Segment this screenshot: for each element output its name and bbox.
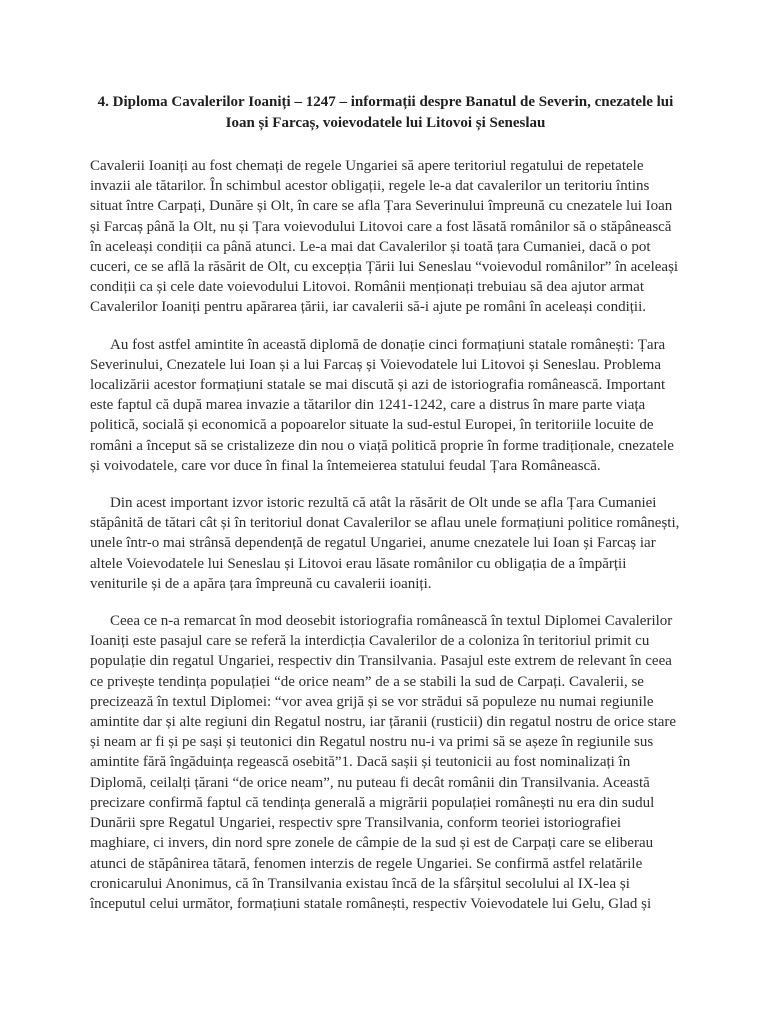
paragraph-4: Ceea ce n-a remarcat în mod deosebit istoriografia românească în textul Diplomei Cavalerilor Ioaniți este pasajul care se referă la interdicția Cavalerilor de a coloniza în teritoriul primit cu populație din regatul Ungariei, respectiv din Transilvania. Pasajul este extrem de relevant în ceea ce privește tendința populației “de orice neam” de a se stabili la sud de Carpați. Cavalerii, se precizează în textul Diplomei: “vor avea grijă și se vor strădui să populeze nu numai regiunile amintite dar și alte regiuni din Regatul nostru, iar țăranii (rusticii) din regatul nostru de orice stare și neam ar fi și pe sași și teutonici din Regatul nostru nu-i va primi să se așeze în regiunile sus amintite fără îngăduința regească osebită”1. Dacă sașii și teutonicii au fost nominalizați în Diplomă, ceilalți țărani “de orice neam”, nu puteau fi decât românii din Transilvania. Această precizare confirmă faptul că tendința generală a migrării populației românești nu era din sudul Dunării spre Regatul Ungariei, respectiv spre Transilvania, conform teoriei istoriografiei maghiare, ci invers, din nord spre zonele de câmpie de la sud și est de Carpați care se eliberau atunci de stăpânirea tătară, fenomen interzis de regele Ungariei. Se confirmă astfel relatările cronicarului Anonimus, că în Transilvania existau încă de la sfârșitul secolului al IX-lea și începutul celui următor, formațiuni statale românești, respectiv Voievodatele lui Gelu, Glad și [90, 613, 677, 912]
paragraph-3: Din acest important izvor istoric rezultă că atât la răsărit de Olt unde se afla Țara Cumaniei stăpânită de tătari cât și în teritoriul donat Cavalerilor se aflau unele formațiuni politice românești, unele într-o mai strânsă dependență de regatul Ungariei, anume cnezatele lui Ioan și Farcaș iar altele Voievodatele lui Seneslau și Litovoi erau lăsate românilor cu obligația de a împărții veniturile și de a apăra țara împreună cu cavalerii ioaniți. [90, 495, 680, 592]
paragraph-2: Au fost astfel amintite în această diplomă de donație cinci formațiuni statale românești: Țara Severinului, Cnezatele lui Ioan și a lui Farcaș și Voievodatele lui Litovoi și Seneslau. Problema localizării acestor formațiuni statale se mai discută și azi de istoriografia românească. Important este faptul că după marea invazie a tătarilor din 1241-1242, care a distrus în mare parte viața politică, socială și economică a popoarelor situate la sud-estul Europei, în teritoriile locuite de români a început să se cristalizeze din nou o viață politică proprie în forme tradiționale, cnezatele și voivodatele, care vor duce în final la întemeierea statului feudal Țara Românească. [90, 336, 674, 474]
paragraph-1: Cavalerii Ioaniți au fost chemați de regele Ungariei să apere teritoriul regatului de repetatele invazii ale tătarilor. În schimbul acestor obligații, regele le-a dat cavalerilor un teritoriu întins situat între Carpați, Dunăre și Olt, în care se afla Țara Severinului împreună cu cnezatele lui Ioan și Farcaș până la Olt, nu și Țara voievodului Litovoi care a fost lăsată românilor să o stăpânească în aceleași condiții ca până atunci. Le-a mai dat Cavalerilor și toată țara Cumaniei, dacă o pot cuceri, ce se află la răsărit de Olt, cu excepția Țării lui Seneslau “voievodul românilor” în aceleași condiții ca și cele date voievodului Litovoi. Românii menționați trebuiau să dea ajutor armat Cavalerilor Ioaniți pentru apărarea țării, iar cavalerii să-i ajute pe români în aceleași condiții. [90, 158, 679, 316]
document-title: 4. Diploma Cavalerilor Ioaniți – 1247 – informații despre Banatul de Severin, cnezatele lui Ioan și Farcaș, voievodatele lui Litovoi și Seneslau [97, 94, 674, 131]
